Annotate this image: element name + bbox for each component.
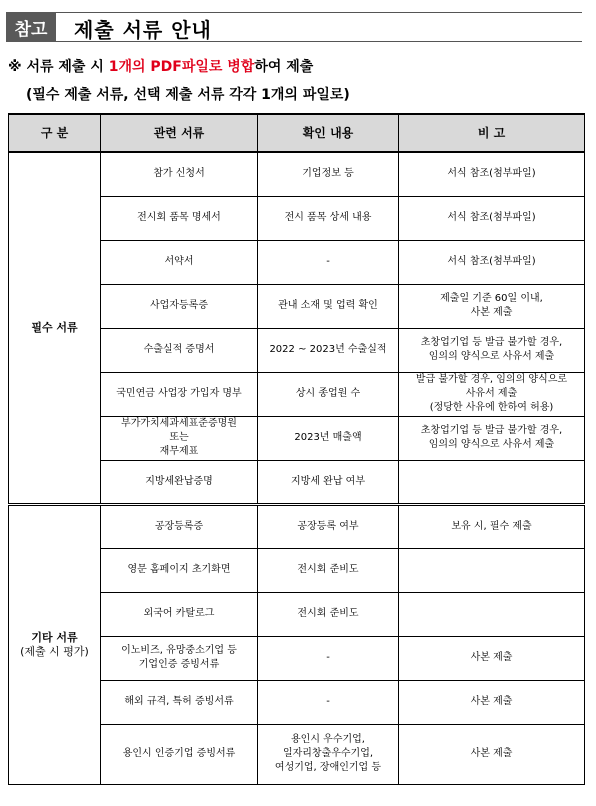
column-header-note: 비 고 [399,114,585,152]
note-cell: 사본 제출 [399,680,585,724]
check-cell: 지방세 완납 여부 [258,460,399,504]
note-cell: 초창업기업 등 발급 불가할 경우, 임의의 양식으로 사유서 제출 [399,328,585,372]
note-cell: 사본 제출 [399,636,585,680]
note-cell: 보유 시, 필수 제출 [399,504,585,548]
document-cell: 해외 규격, 특허 증빙서류 [101,680,258,724]
check-cell: - [258,680,399,724]
document-cell: 영문 홈페이지 초기화면 [101,548,258,592]
header-top-rule [6,12,582,13]
page-title: 제출 서류 안내 [74,18,212,42]
document-cell: 사업자등록증 [101,284,258,328]
note-cell: 초창업기업 등 발급 불가할 경우, 임의의 양식으로 사유서 제출 [399,416,585,460]
note-cell [399,592,585,636]
document-cell: 지방세완납증명 [101,460,258,504]
note-cell: 서식 참조(첨부파일) [399,196,585,240]
submission-note [8,56,313,76]
check-cell: 관내 소재 및 업력 확인 [258,284,399,328]
document-cell: 부가가치세과세표준증명원 또는 재무제표 [101,416,258,460]
submission-subnote: (필수 제출 서류, 선택 제출 서류 각각 1개의 파일로) [26,87,350,103]
check-cell: - [258,240,399,284]
section-header [6,8,582,42]
category-cell [9,152,101,504]
check-cell: 2023년 매출액 [258,416,399,460]
note-cell [399,548,585,592]
reference-badge: 참고 [6,12,56,42]
check-cell: 공장등록 여부 [258,504,399,548]
check-cell: 상시 종업원 수 [258,372,399,416]
column-header-check: 확인 내용 [258,114,399,152]
check-cell: 전시회 준비도 [258,592,399,636]
note-cell: 제출일 기준 60일 이내, 사본 제출 [399,284,585,328]
note-highlight: 1개의 PDF파일로 병합 [108,59,255,75]
column-header-document: 관련 서류 [101,114,258,152]
document-cell: 수출실적 증명서 [101,328,258,372]
document-cell: 전시회 품목 명세서 [101,196,258,240]
check-cell: 용인시 우수기업, 일자리창출우수기업, 여성기업, 장애인기업 등 [258,724,399,784]
check-cell: - [258,636,399,680]
document-cell: 참가 신청서 [101,152,258,196]
note-cell: 사본 제출 [399,724,585,784]
document-cell: 서약서 [101,240,258,284]
note-cell: 서식 참조(첨부파일) [399,240,585,284]
check-cell: 전시 품목 상세 내용 [258,196,399,240]
category-label: 필수 서류 [31,320,78,334]
category-label: 기타 서류 [31,630,78,644]
document-cell: 공장등록증 [101,504,258,548]
table-row [9,152,585,196]
documents-table [8,113,585,785]
document-cell: 이노비즈, 유망중소기업 등 기업인증 증빙서류 [101,636,258,680]
category-sublabel: (제출 시 평가) [20,644,89,658]
note-cell [399,460,585,504]
table-header-row [9,114,585,152]
document-cell: 국민연금 사업장 가입자 명부 [101,372,258,416]
document-cell: 외국어 카탈로그 [101,592,258,636]
category-cell [9,504,101,784]
table-row [9,504,585,548]
check-cell: 전시회 준비도 [258,548,399,592]
check-cell: 2022 ~ 2023년 수출실적 [258,328,399,372]
column-header-category: 구 분 [9,114,101,152]
note-cell: 서식 참조(첨부파일) [399,152,585,196]
check-cell: 기업정보 등 [258,152,399,196]
note-suffix: 하여 제출 [254,59,314,75]
note-prefix: ※ 서류 제출 시 [8,59,109,75]
document-cell: 용인시 인증기업 증빙서류 [101,724,258,784]
note-cell: 발급 불가할 경우, 임의의 양식으로 사유서 제출 (정당한 사유에 한하여 허용) [399,372,585,416]
